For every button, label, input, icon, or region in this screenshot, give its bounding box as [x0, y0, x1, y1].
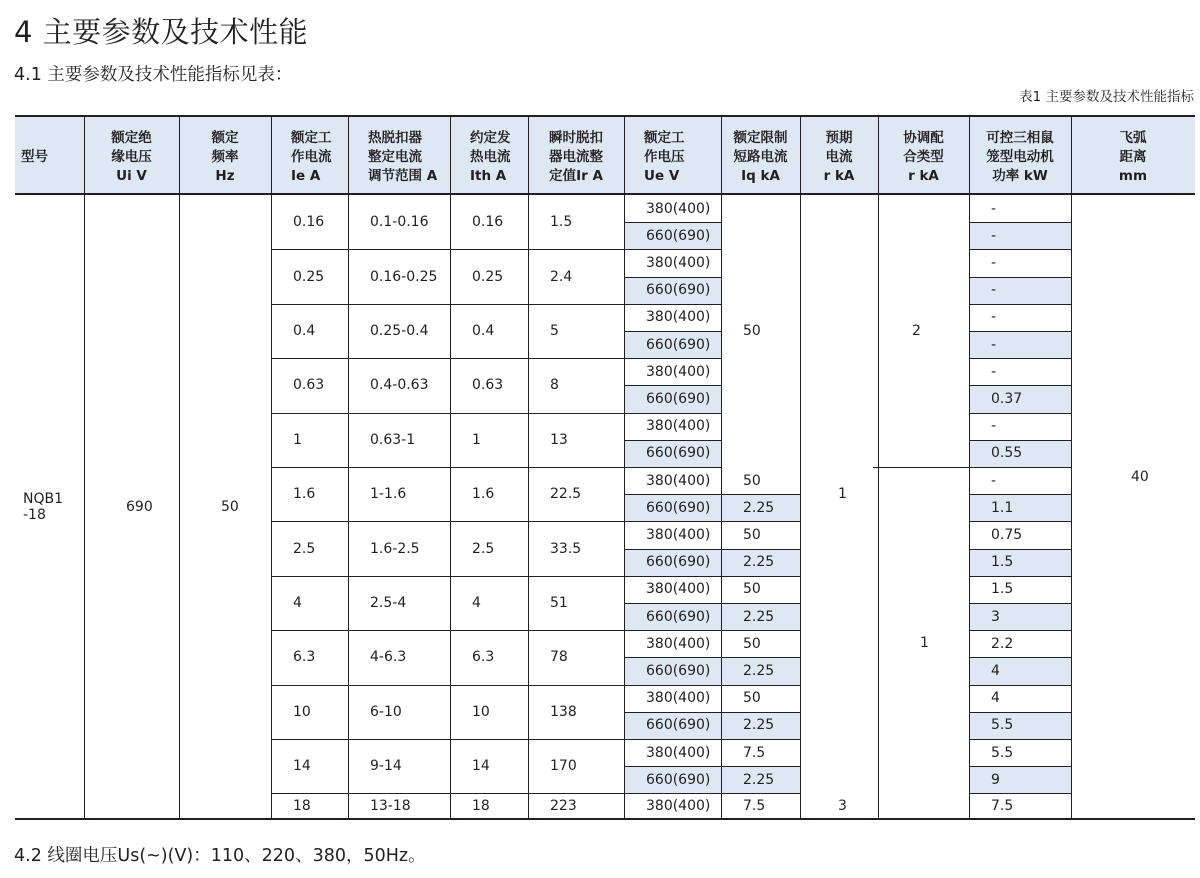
thermal-range-cell: 9-14: [370, 758, 402, 775]
instant-trip-cell: 13: [550, 431, 568, 448]
rated-voltage-cell: 380(400): [646, 797, 711, 814]
limit-current-cell: 2.25: [743, 662, 775, 679]
subsection-heading: 4.1 主要参数及技术性能指标见表：: [14, 65, 293, 85]
instant-trip-cell: 1.5: [550, 214, 573, 231]
rated-voltage-cell: 380(400): [646, 200, 711, 217]
frequency-cell: 50: [221, 498, 239, 515]
prospective-current-cell: 3: [838, 797, 847, 814]
thermal-current-cell: 0.4: [472, 322, 495, 339]
rated-voltage-cell: 660(690): [646, 390, 711, 407]
limit-current-cell: 2.25: [743, 499, 775, 516]
instant-trip-cell: 223: [550, 797, 577, 814]
thermal-range-cell: 0.16-0.25: [370, 268, 438, 285]
coordination-type-bottom-cell: 1: [920, 634, 929, 651]
rated-voltage-cell: 380(400): [646, 526, 711, 543]
motor-power-cell: 3: [991, 608, 1000, 625]
table-caption: 表1 主要参数及技术性能指标: [1019, 89, 1194, 105]
header-divider: [450, 117, 451, 193]
rated-voltage-cell: 660(690): [646, 227, 711, 244]
rated-voltage-cell: 380(400): [646, 635, 711, 652]
instant-trip-cell: 22.5: [550, 486, 582, 503]
rated-voltage-cell: 660(690): [646, 771, 711, 788]
rated-voltage-cell: 660(690): [646, 499, 711, 516]
header-instant-trip: 瞬时脱扣 器电流整 定值Ir A: [549, 129, 603, 184]
limit-current-cell: 7.5: [743, 797, 766, 814]
header-insulation-voltage: 额定绝 缘电压 Ui V: [111, 129, 152, 184]
instant-trip-cell: 8: [550, 377, 559, 394]
thermal-current-cell: 1: [472, 431, 481, 448]
motor-power-cell: 2.2: [991, 635, 1014, 652]
rated-voltage-cell: 380(400): [646, 472, 711, 489]
motor-power-cell: 7.5: [991, 797, 1014, 814]
coordination-type-top-cell: 2: [912, 323, 921, 339]
rated-current-cell: 10: [293, 703, 311, 720]
rated-voltage-cell: 380(400): [646, 418, 711, 435]
instant-trip-cell: 138: [550, 703, 577, 720]
header-divider: [271, 117, 272, 193]
header-divider: [528, 117, 529, 193]
insulation-voltage-cell: 690: [126, 498, 153, 515]
limit-current-cell: 7.5: [743, 744, 766, 761]
instant-trip-cell: 33.5: [550, 540, 582, 557]
thermal-range-cell: 1.6-2.5: [370, 540, 420, 557]
header-divider: [800, 117, 801, 193]
limit-current-cell: 50: [743, 472, 761, 489]
rated-current-cell: 18: [293, 797, 311, 814]
header-frequency: 额定 频率 Hz: [211, 129, 239, 184]
motor-power-cell: 0.75: [991, 526, 1023, 543]
header-divider: [348, 117, 349, 193]
thermal-current-cell: 0.63: [472, 377, 504, 394]
rated-current-cell: 0.63: [293, 377, 325, 394]
arc-distance-cell: 40: [1131, 468, 1149, 485]
thermal-current-cell: 0.25: [472, 268, 504, 285]
limit-current-cell: 2.25: [743, 771, 775, 788]
motor-power-cell: -: [991, 336, 997, 353]
instant-trip-cell: 78: [550, 649, 568, 666]
header-divider: [1071, 117, 1072, 193]
thermal-range-cell: 13-18: [370, 797, 411, 814]
rated-voltage-cell: 660(690): [646, 445, 711, 462]
motor-power-cell: 4: [991, 690, 1000, 707]
thermal-range-cell: 2.5-4: [370, 594, 407, 611]
header-divider: [721, 117, 722, 193]
rated-current-cell: 0.16: [293, 214, 325, 231]
rated-voltage-cell: 660(690): [646, 282, 711, 299]
limit-current-cell: 50: [743, 526, 761, 543]
header-rated-current: 额定工 作电流 Ie A: [291, 129, 332, 184]
motor-power-cell: 1.1: [991, 499, 1014, 516]
rated-voltage-cell: 660(690): [646, 717, 711, 734]
thermal-range-cell: 0.25-0.4: [370, 322, 429, 339]
motor-power-cell: 1.5: [991, 581, 1014, 598]
motor-power-cell: -: [991, 472, 997, 489]
rated-voltage-cell: 380(400): [646, 581, 711, 598]
motor-power-cell: 1.5: [991, 554, 1014, 571]
header-model: 型号: [21, 148, 48, 165]
thermal-current-cell: 18: [472, 797, 490, 814]
rated-voltage-cell: 660(690): [646, 336, 711, 353]
header-prospective-current: 预期 电流 r kA: [823, 129, 855, 184]
header-motor-power: 可控三相鼠 笼型电动机 功率 kW: [986, 129, 1054, 184]
header-thermal-range: 热脱扣器 整定电流 调节范围 A: [368, 129, 438, 184]
thermal-current-cell: 1.6: [472, 486, 495, 503]
motor-power-cell: 9: [991, 771, 1000, 788]
rated-voltage-cell: 380(400): [646, 254, 711, 271]
motor-power-cell: -: [991, 309, 997, 326]
header-coordination-type: 协调配 合类型 r kA: [903, 129, 944, 184]
model-cell: NQB1 -18: [23, 490, 64, 523]
thermal-range-cell: 0.4-0.63: [370, 377, 429, 394]
rated-voltage-cell: 380(400): [646, 744, 711, 761]
instant-trip-cell: 51: [550, 594, 568, 611]
motor-power-cell: -: [991, 254, 997, 271]
motor-power-cell: -: [991, 200, 997, 217]
header-divider: [624, 117, 625, 193]
thermal-range-cell: 4-6.3: [370, 649, 407, 666]
table-bottom-rule: [15, 818, 1195, 820]
section-heading: 4 主要参数及技术性能: [14, 15, 309, 49]
rated-current-cell: 2.5: [293, 540, 316, 557]
limit-current-cell: 2.25: [743, 608, 775, 625]
rated-voltage-cell: 380(400): [646, 690, 711, 707]
instant-trip-cell: 5: [550, 322, 559, 339]
header-divider: [878, 117, 879, 193]
motor-power-cell: 0.55: [991, 445, 1023, 462]
table-header: [15, 115, 1195, 195]
rated-voltage-cell: 660(690): [646, 662, 711, 679]
limit-current-cell: 50: [743, 581, 761, 598]
thermal-range-cell: 0.63-1: [370, 431, 416, 448]
motor-power-cell: -: [991, 418, 997, 435]
instant-trip-cell: 170: [550, 758, 577, 775]
header-rated-voltage: 额定工 作电压 Ue V: [644, 129, 685, 184]
header-divider: [179, 117, 180, 193]
motor-power-cell: 5.5: [991, 744, 1014, 761]
parameters-table: [15, 115, 1195, 818]
header-arc-distance: 飞弧 距离 mm: [1118, 129, 1148, 184]
limit-current-cell: 50: [743, 690, 761, 707]
rated-current-cell: 0.4: [293, 322, 316, 339]
header-divider: [969, 117, 970, 193]
rated-current-cell: 0.25: [293, 268, 325, 285]
motor-power-cell: -: [991, 227, 997, 244]
motor-power-cell: 4: [991, 662, 1000, 679]
header-limit-short-circuit: 额定限制 短路电流 Iq kA: [733, 129, 788, 184]
rated-voltage-cell: 380(400): [646, 363, 711, 380]
rated-current-cell: 1: [293, 431, 302, 448]
motor-power-cell: 5.5: [991, 717, 1014, 734]
rated-current-cell: 6.3: [293, 649, 316, 666]
thermal-current-cell: 10: [472, 703, 490, 720]
thermal-range-cell: 0.1-0.16: [370, 214, 429, 231]
rated-current-cell: 1.6: [293, 486, 316, 503]
thermal-current-cell: 14: [472, 758, 490, 775]
thermal-range-cell: 1-1.6: [370, 486, 407, 503]
thermal-range-cell: 6-10: [370, 703, 402, 720]
motor-power-cell: -: [991, 363, 997, 380]
thermal-current-cell: 0.16: [472, 214, 504, 231]
thermal-current-cell: 6.3: [472, 649, 495, 666]
instant-trip-cell: 2.4: [550, 268, 573, 285]
motor-power-cell: 0.37: [991, 390, 1023, 407]
rated-voltage-cell: 660(690): [646, 554, 711, 571]
thermal-current-cell: 4: [472, 594, 481, 611]
rated-voltage-cell: 380(400): [646, 309, 711, 326]
rated-voltage-cell: 660(690): [646, 608, 711, 625]
limit-current-cell: 2.25: [743, 717, 775, 734]
limit-current-merged-cell: 50: [743, 323, 761, 339]
limit-current-cell: 50: [743, 635, 761, 652]
rated-current-cell: 14: [293, 758, 311, 775]
thermal-current-cell: 2.5: [472, 540, 495, 557]
coil-voltage-note: 4.2 线圈电压Us(~)(V)：110、220、380，50Hz。: [14, 846, 426, 866]
header-divider: [84, 117, 85, 193]
header-thermal-current: 约定发 热电流 Ith A: [470, 129, 511, 184]
limit-current-cell: 2.25: [743, 554, 775, 571]
rated-current-cell: 4: [293, 594, 302, 611]
prospective-current-cell: 1: [838, 486, 847, 503]
motor-power-cell: -: [991, 282, 997, 299]
